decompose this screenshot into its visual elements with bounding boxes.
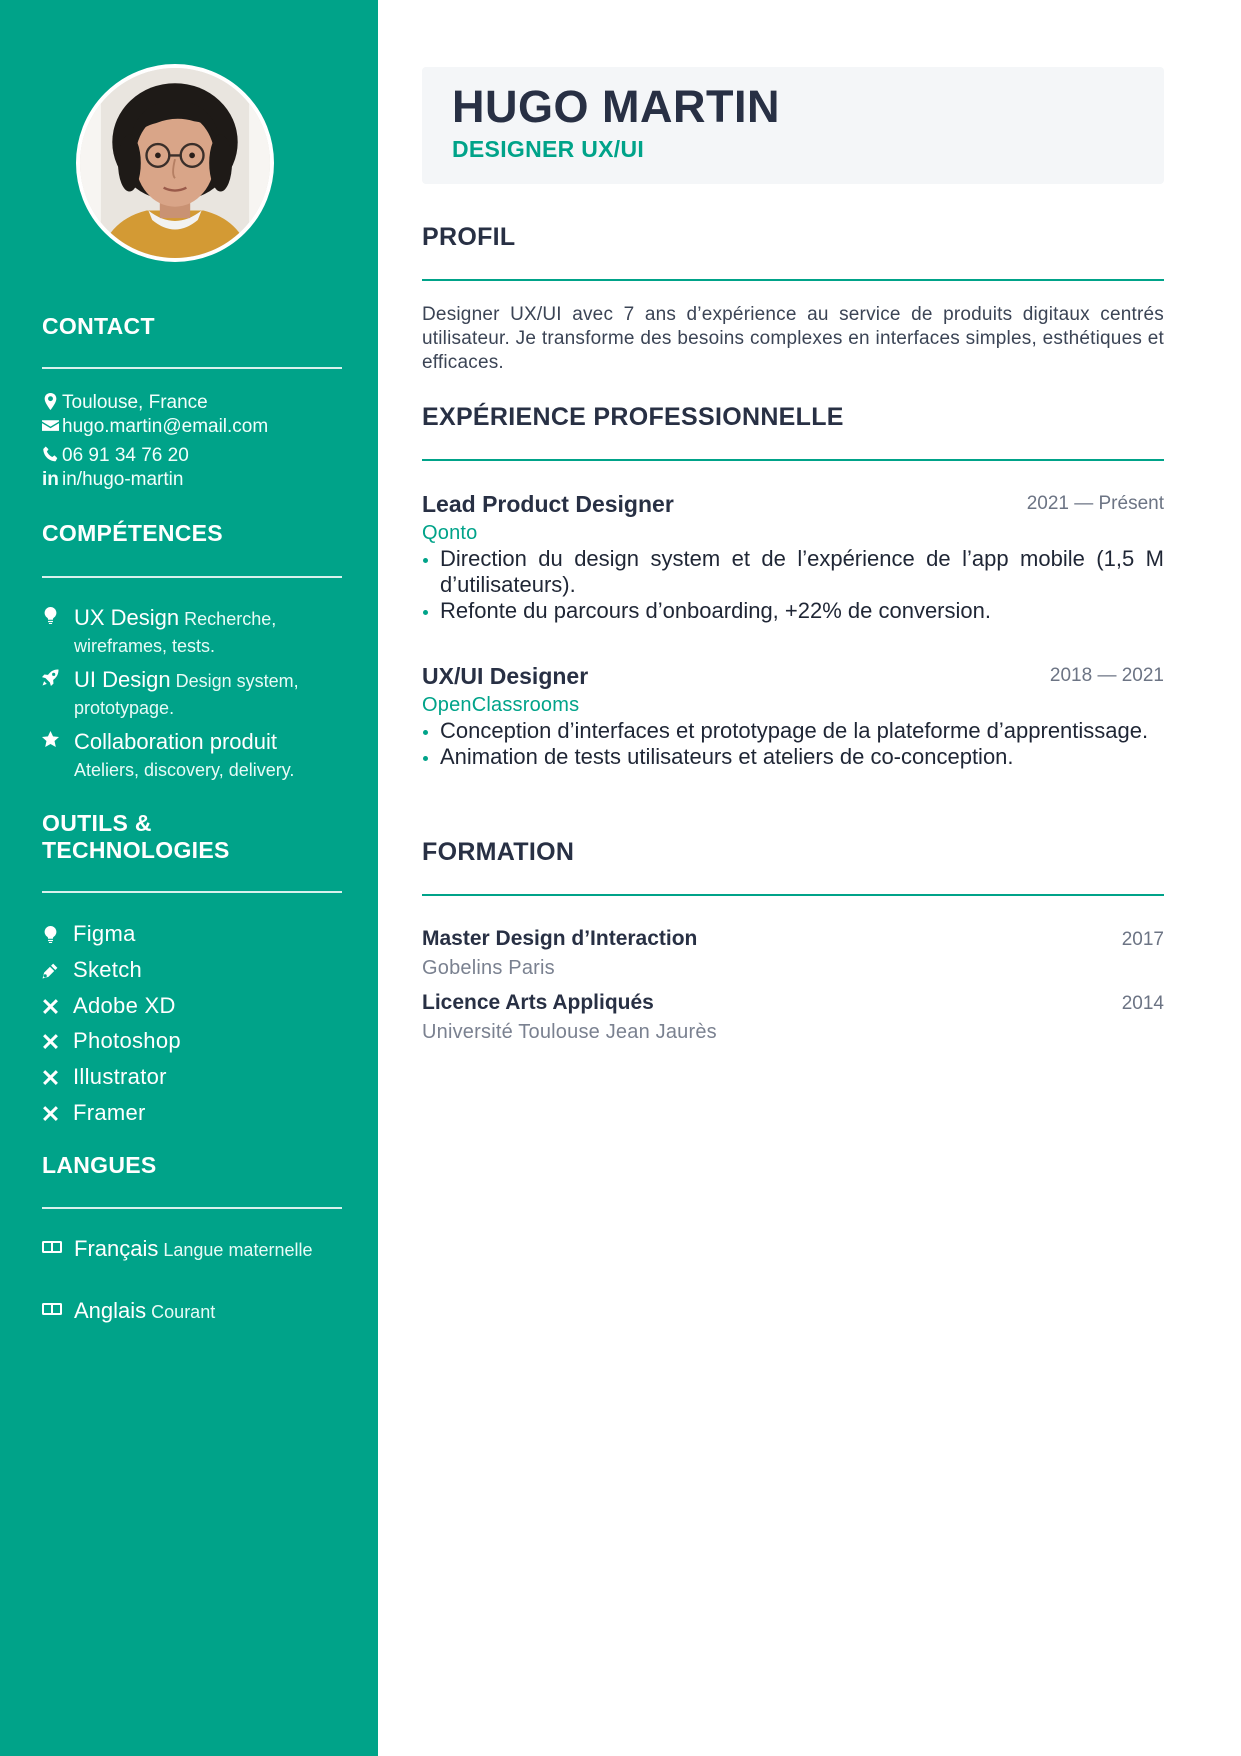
section-divider [422,279,1164,281]
tool-name: Figma [73,921,136,946]
contact-section [42,313,342,490]
job-company: OpenClassrooms [422,694,580,716]
linkedin-icon: in [42,469,59,490]
contact-linkedin[interactable] [42,468,183,492]
skill-name: UI Design [74,667,171,692]
language-icon [42,1302,60,1320]
section-divider [422,894,1164,896]
job-company: Qonto [422,522,478,544]
skill-item [42,604,342,660]
degree-year: 2017 [1121,929,1164,950]
experience-title: EXPÉRIENCE PROFESSIONNELLE [422,403,844,431]
job-title: DESIGNER UX/UI [452,136,645,162]
tools-icon [42,998,60,1016]
contact-phone[interactable] [42,444,189,468]
language-level: Langue maternelle [163,1240,313,1260]
rocket-icon [42,669,60,687]
tool-name: Framer [73,1100,146,1125]
skill-detail: Ateliers, discovery, delivery. [74,760,295,780]
job-dates: 2018 — 2021 [1049,665,1164,686]
tools-title: OUTILS & TECHNOLOGIES [42,810,230,863]
job-bullet: Animation de tests utilisateurs et ateliers de co-conception. [422,744,1164,770]
lightbulb-icon [42,926,60,944]
name-header [422,67,1164,184]
job-bullet: Direction du design system et de l’expérience de l’app mobile (1,5 M d’utilisateurs). [422,546,1164,598]
lightbulb-icon [42,607,60,625]
language-name: Anglais [74,1298,147,1323]
tool-name: Adobe XD [73,993,176,1018]
language-level: Courant [151,1302,216,1322]
tools-icon [42,1069,60,1087]
skill-detail: Recherche, wireframes, tests. [74,609,277,656]
degree-year: 2014 [1121,993,1164,1014]
phone-icon [42,444,62,468]
language-icon [42,1240,60,1258]
job-bullets [422,718,1164,770]
skill-detail: Design system, prototypage. [74,671,299,718]
skill-name: UX Design [74,605,180,630]
job-bullet: Refonte du parcours d’onboarding, +22% de conversion. [422,598,1164,624]
section-divider [422,459,1164,461]
linkedin-text[interactable]: in/hugo-martin [62,469,184,490]
degree-name: Licence Arts Appliqués [422,991,654,1014]
tools-icon [42,1033,60,1051]
pen-icon [42,962,60,980]
education-title: FORMATION [422,838,575,866]
location-text: Toulouse, France [62,392,208,413]
tool-name: Photoshop [73,1028,181,1053]
portrait-image [80,68,270,258]
skill-name: Collaboration produit [74,729,278,754]
section-divider [42,891,342,893]
skills-title: COMPÉTENCES [42,520,223,546]
language-item [42,1235,342,1264]
section-divider [42,367,342,369]
contact-location [42,391,208,415]
job-bullets [422,546,1164,624]
language-item [42,1297,342,1326]
language-name: Français [74,1236,159,1261]
job-bullet: Conception d’interfaces et prototypage de la plateforme d’apprentissage. [422,718,1164,744]
map-pin-icon [42,391,62,415]
tools-section [42,810,342,1125]
envelope-icon [42,415,62,439]
tool-name: Illustrator [73,1064,167,1089]
email-text[interactable]: hugo.martin@email.com [62,416,269,437]
contact-title: CONTACT [42,313,155,339]
profile-photo [76,64,274,262]
school-name: Gobelins Paris [422,957,555,979]
phone-text[interactable]: 06 91 34 76 20 [62,445,189,466]
tools-icon [42,1105,60,1123]
star-icon [42,731,60,749]
degree-name: Master Design d’Interaction [422,927,698,950]
job-role: UX/UI Designer [422,663,589,689]
languages-section [42,1152,342,1323]
job-role: Lead Product Designer [422,491,674,517]
skill-item [42,666,342,722]
job-dates: 2021 — Présent [1026,493,1164,514]
skills-section [42,520,342,780]
full-name: HUGO MARTIN [452,81,780,132]
school-name: Université Toulouse Jean Jaurès [422,1021,717,1043]
contact-email[interactable] [42,415,268,439]
profile-title: PROFIL [422,223,516,251]
sidebar [0,0,378,1756]
skill-item [42,728,342,784]
profile-summary: Designer UX/UI avec 7 ans d’expérience au service de produits digitaux centrés utilisateur. Je transforme des besoins complexes en interfaces simples, esthétiques et efficaces. [422,304,1164,373]
section-divider [42,576,342,578]
tool-name: Sketch [73,957,143,982]
section-divider [42,1207,342,1209]
languages-title: LANGUES [42,1152,157,1178]
